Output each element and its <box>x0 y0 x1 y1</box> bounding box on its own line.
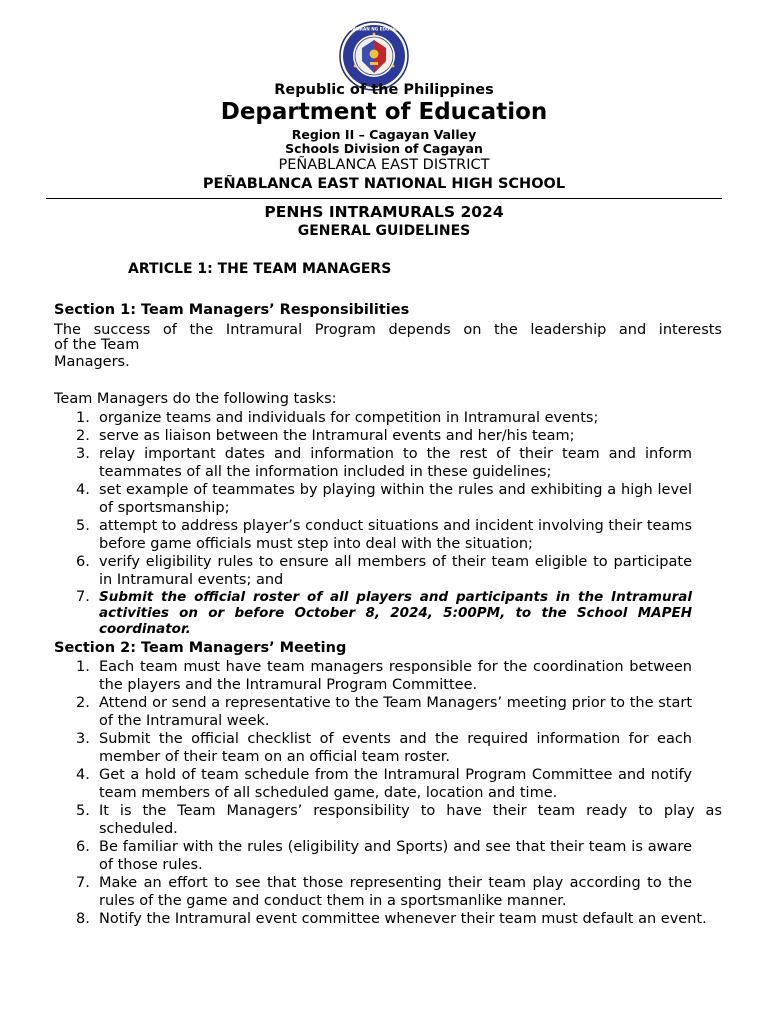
tasks-intro: Team Managers do the following tasks: <box>54 391 337 407</box>
list-item <box>54 838 692 874</box>
list-number: 5. <box>76 803 90 819</box>
district-heading: PEÑABLANCA EAST DISTRICT <box>278 157 490 173</box>
list-number: 7. <box>76 875 90 891</box>
list-item-text: set example of teammates by playing within the rules and exhibiting a high level of sportsmanship; <box>99 482 692 516</box>
list-item-text: attempt to address player’s conduct situations and incident involving their teams before game officials must step into deal with the situation; <box>99 518 692 552</box>
list-number: 2. <box>76 695 90 711</box>
list-number: 3. <box>76 731 90 747</box>
article-heading: ARTICLE 1: THE TEAM MANAGERS <box>128 261 392 277</box>
list-item-text: verify eligibility rules to ensure all members of their team eligible to participate in Intramural events; and <box>99 554 692 588</box>
section1-task-list <box>54 409 692 637</box>
region-heading: Region II – Cagayan Valley <box>291 127 477 142</box>
list-item <box>54 694 692 730</box>
list-number: 7. <box>76 589 90 605</box>
list-item-text: It is the Team Managers’ responsibility to have their team ready to play as scheduled. <box>99 803 722 837</box>
list-item-text: Make an effort to see that those representing their team play according to the rules of the game and conduct them in a sportsmanlike manner. <box>99 875 692 909</box>
list-item-text: Each team must have team managers responsible for the coordination between the players and the Intramural Program Committee. <box>99 659 692 693</box>
list-number: 1. <box>76 410 90 426</box>
list-number: 4. <box>76 482 90 498</box>
list-item <box>54 874 692 910</box>
list-item-text: organize teams and individuals for competition in Intramural events; <box>99 410 599 426</box>
list-item <box>54 802 722 838</box>
list-number: 3. <box>76 446 90 462</box>
list-item-text: Submit the official roster of all players and participants in the Intramural activities on or before October 8, 2024, 5:00PM, to the School MAPEH coordinator. <box>99 589 692 637</box>
list-item-text: Notify the Intramural event committee whenever their team must default an event. <box>99 911 707 927</box>
list-item-text: Be familiar with the rules (eligibility and Sports) and see that their team is aware of those rules. <box>99 839 692 873</box>
section2-meeting-list <box>54 658 722 928</box>
list-number: 5. <box>76 518 90 534</box>
republic-heading: Republic of the Philippines <box>274 82 494 98</box>
list-item-text: relay important dates and information to the rest of their team and inform teammates of all the information included in these guidelines; <box>99 446 692 480</box>
section1-heading: Section 1: Team Managers’ Responsibilities <box>54 302 410 318</box>
list-number: 2. <box>76 428 90 444</box>
list-item <box>54 409 692 427</box>
list-number: 8. <box>76 911 90 927</box>
list-item <box>54 481 692 517</box>
list-item-text: Attend or send a representative to the Team Managers’ meeting prior to the start of the Intramural week. <box>99 695 692 729</box>
list-item-text: Submit the official checklist of events and the required information for each member of their team on an official team roster. <box>99 731 692 765</box>
list-item <box>54 553 692 589</box>
division-heading: Schools Division of Cagayan <box>285 141 483 156</box>
list-item-emphasis <box>54 589 692 637</box>
list-item <box>54 445 692 481</box>
deped-seal-logo <box>339 21 409 91</box>
section1-paragraph-line2: of the Team <box>54 337 140 353</box>
list-item <box>54 766 692 802</box>
list-item <box>54 658 692 694</box>
list-item <box>54 427 692 445</box>
list-item <box>54 517 692 553</box>
svg-text:KAGAWARAN NG EDUKASYON: KAGAWARAN NG EDUKASYON <box>339 26 409 32</box>
list-number: 4. <box>76 767 90 783</box>
list-item-text: serve as liaison between the Intramural events and her/his team; <box>99 428 575 444</box>
school-heading: PEÑABLANCA EAST NATIONAL HIGH SCHOOL <box>202 176 566 192</box>
department-heading: Department of Education <box>220 99 548 125</box>
list-number: 6. <box>76 554 90 570</box>
header-divider <box>46 198 722 199</box>
section1-paragraph-line3: Managers. <box>54 354 130 370</box>
list-item <box>54 910 722 928</box>
guidelines-subtitle: GENERAL GUIDELINES <box>297 223 471 239</box>
list-item <box>54 730 692 766</box>
list-number: 1. <box>76 659 90 675</box>
list-item-text: Get a hold of team schedule from the Intramural Program Committee and notify team members of all scheduled game, date, location and time. <box>99 767 692 801</box>
event-title: PENHS INTRAMURALS 2024 <box>264 203 504 221</box>
list-number: 6. <box>76 839 90 855</box>
section1-paragraph-line1: The success of the Intramural Program depends on the leadership and interests <box>54 322 722 338</box>
section2-heading: Section 2: Team Managers’ Meeting <box>54 640 347 656</box>
